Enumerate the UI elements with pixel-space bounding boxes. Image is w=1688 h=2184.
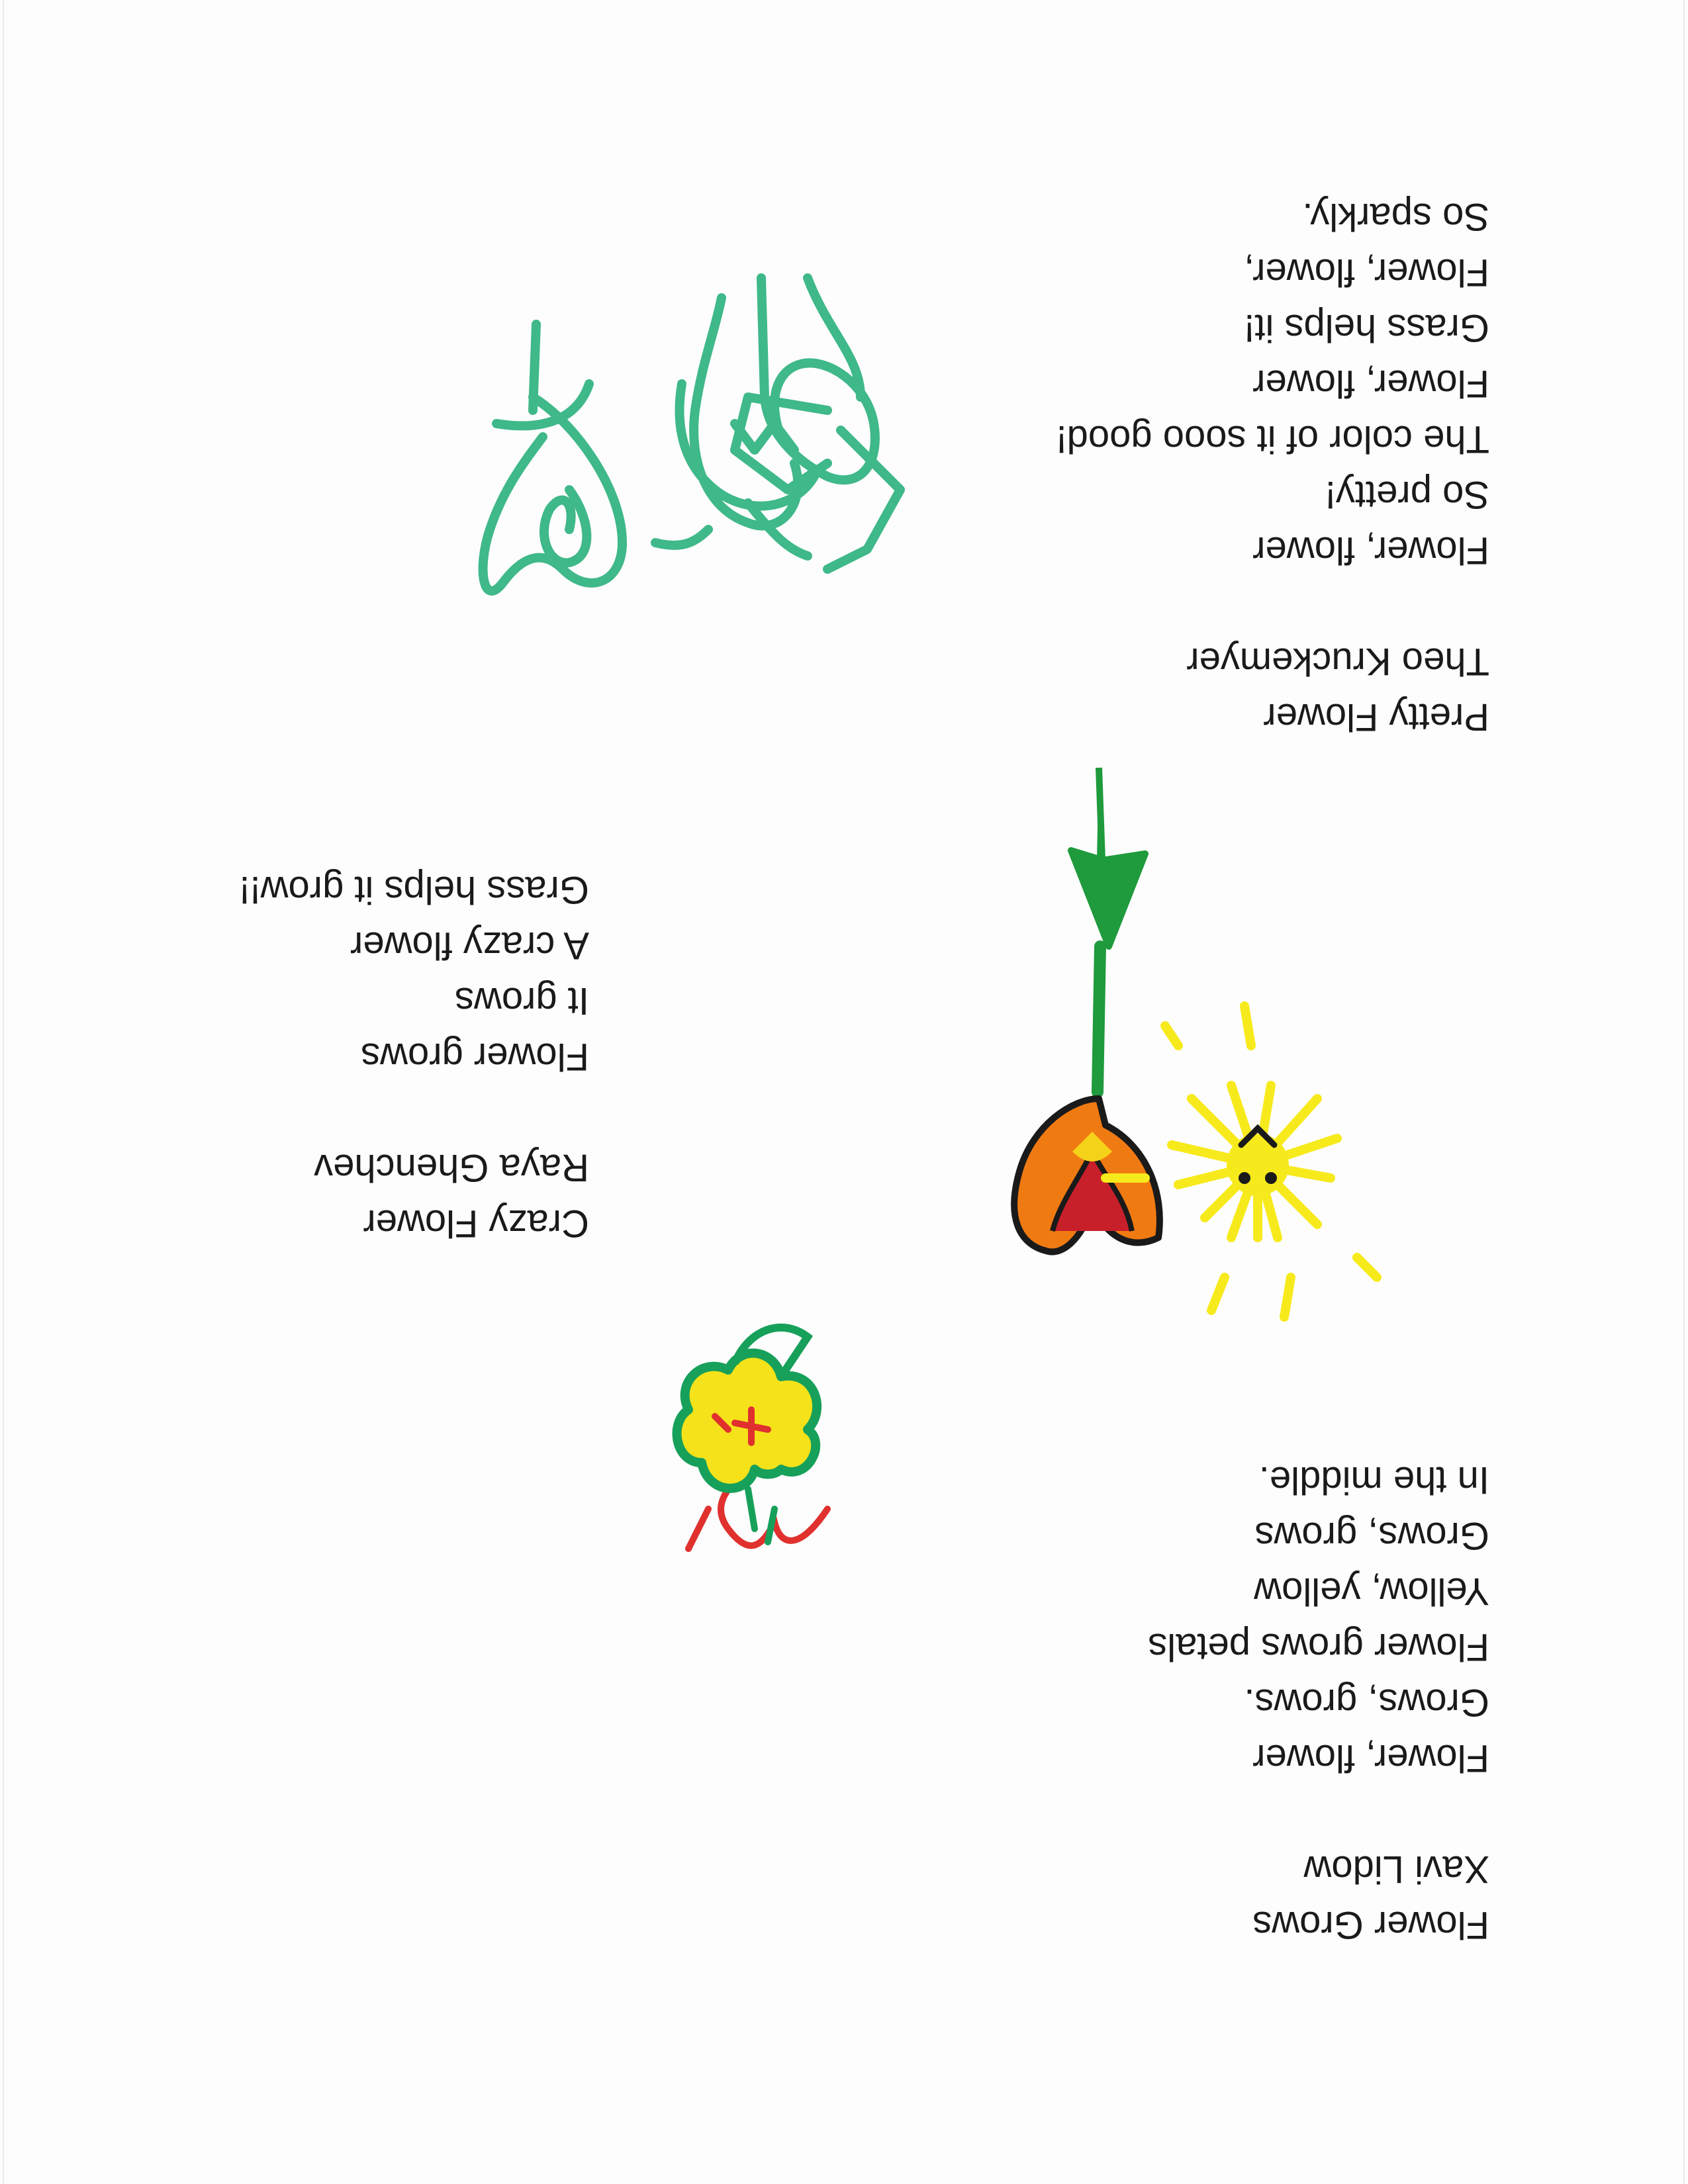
poem-title: Flower Grows <box>1252 1903 1489 1946</box>
poem-line: Flower grows <box>361 1035 589 1078</box>
poem-line: Grass helps it! <box>1244 306 1489 349</box>
poem-author: Raya Ghenchev <box>314 1146 589 1189</box>
poem-line: A crazy flower <box>350 924 589 967</box>
poem-line: Yellow, yellow <box>1254 1570 1489 1613</box>
poem-author: Xavi Lidow <box>1303 1848 1489 1891</box>
poem-line: Flower, flower <box>1252 362 1489 405</box>
green-scribble-drawing <box>483 278 900 591</box>
poem-line: Flower, flower, <box>1244 251 1489 294</box>
poem-line: Flower grows petals <box>1148 1625 1489 1668</box>
poem-title: Crazy Flower <box>363 1202 589 1245</box>
small-flower-drawing <box>677 1328 827 1549</box>
poem-line: Flower, flower <box>1252 529 1489 572</box>
poem-line: Grows, grows <box>1254 1514 1489 1557</box>
poem-line: Flower, flower <box>1252 1737 1489 1780</box>
poem-author: Theo Kruckemyer <box>1186 640 1489 683</box>
poem-line: So pretty! <box>1325 473 1489 516</box>
poem-title: Pretty Flower <box>1263 696 1489 739</box>
poem-line: Grows, grows. <box>1244 1681 1489 1724</box>
poem-line: It grows <box>454 979 589 1023</box>
poem-line: So sparkly. <box>1302 195 1489 238</box>
poem-line: Grass helps it grow!! <box>239 868 589 911</box>
poem-line: In the middle. <box>1258 1459 1489 1502</box>
poem-line: The color of it sooo good! <box>1056 418 1489 461</box>
